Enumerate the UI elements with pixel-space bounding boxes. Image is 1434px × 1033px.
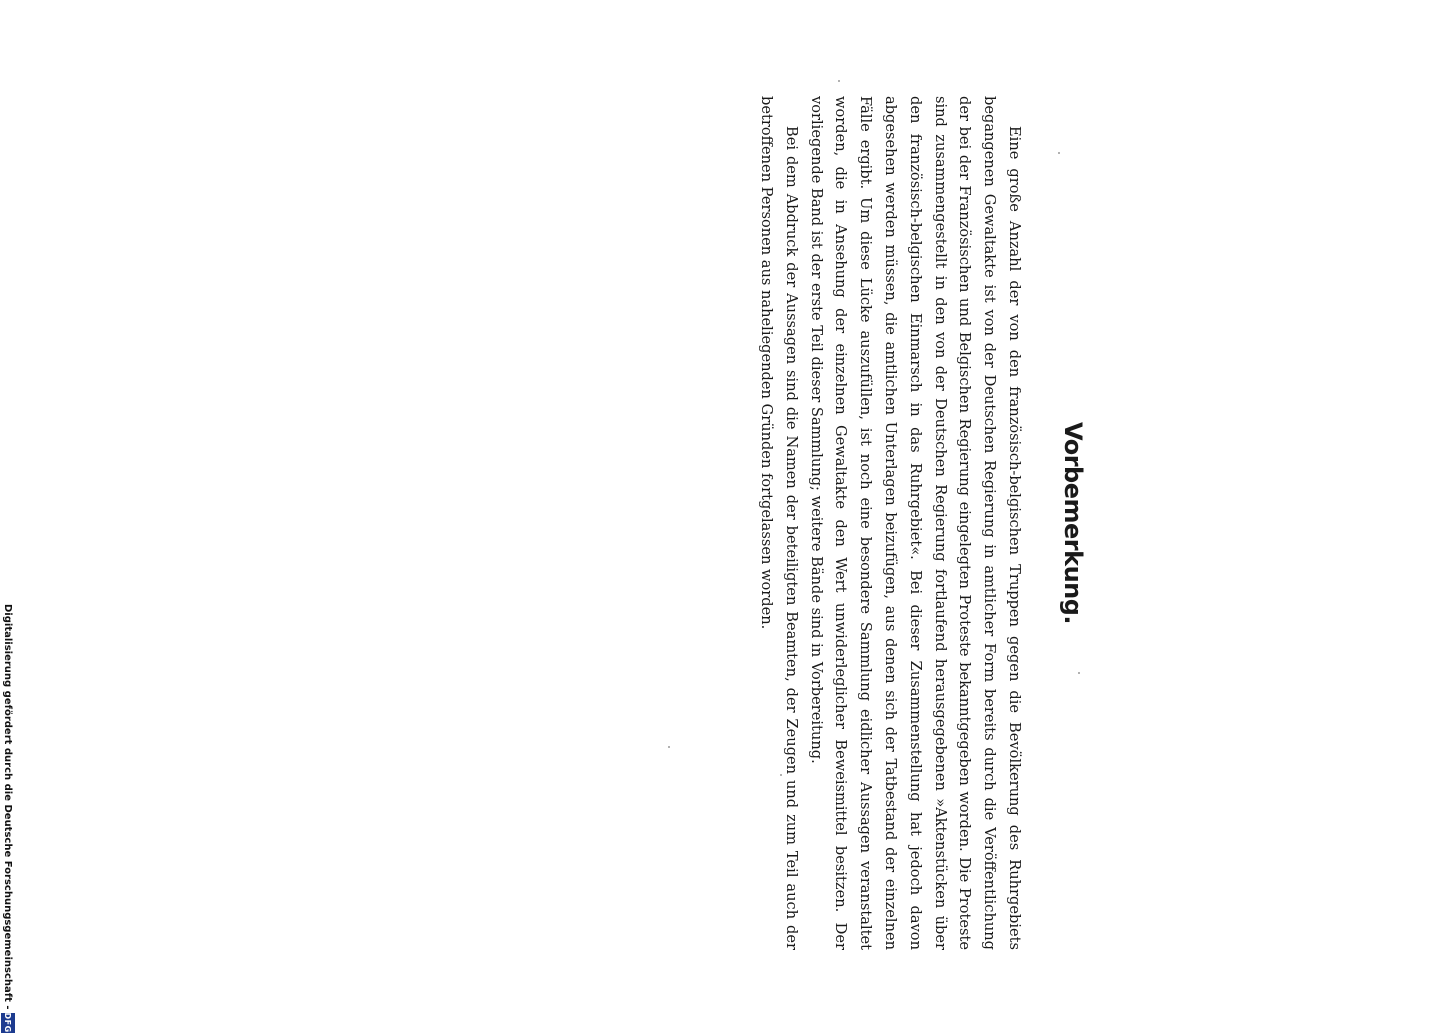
funding-note — [0, 604, 16, 1033]
dfg-logo: DFG — [1, 1013, 15, 1033]
scan-speck — [668, 746, 670, 748]
scan-speck — [838, 80, 840, 82]
body-text — [753, 96, 1026, 950]
page-title: Vorbemerkung. — [1059, 421, 1087, 625]
rotated-page — [718, 96, 1088, 950]
scan-speck — [1058, 152, 1060, 154]
paragraph-2: Bei dem Abdruck der Aussagen sind die Namen der beteiligten Beamten, der Zeugen und zum Teil auch der betroffenen Personen aus naheliegenden Gründen fortgelassen worden. — [758, 96, 800, 950]
paragraph-1: Eine große Anzahl der von den französisch-belgischen Truppen gegen die Bevölkerung des Ruhrgebiets begangenen Gewaltakte ist von der Deutschen Regierung in amtlicher Form bereits durch die Veröffentlichung der bei der Französischen und Belgischen Regierung eingelegten Proteste bekanntgegeben worden. Die Proteste sind zusammengestellt in den von der Deutschen Regierung fortlaufend herausgegebenen »Aktenstücken über den französisch-belgischen Einmarsch in das Ruhrgebiet«. Bei dieser Zusammenstellung hat jedoch davon abgesehen werden müssen, die amtlichen Unterlagen beizufügen, aus denen sich der Tatbestand der einzelnen Fälle ergibt. Um diese Lücke auszufüllen, ist noch eine besondere Sammlung eidlicher Aussagen veranstaltet worden, die in Ansehung der einzelnen Gewaltakte den Wert unwiderleglicher Beweismittel besitzen. Der vorliegende Band ist der erste Teil dieser Sammlung; weitere Bände sind in Vorbereitung. — [807, 96, 1023, 950]
scan-speck — [780, 774, 782, 776]
scan-speck — [1078, 672, 1080, 674]
funding-note-text: Digitalisierung gefördert durch die Deutsche Forschungsgemeinschaft - — [2, 604, 14, 1010]
